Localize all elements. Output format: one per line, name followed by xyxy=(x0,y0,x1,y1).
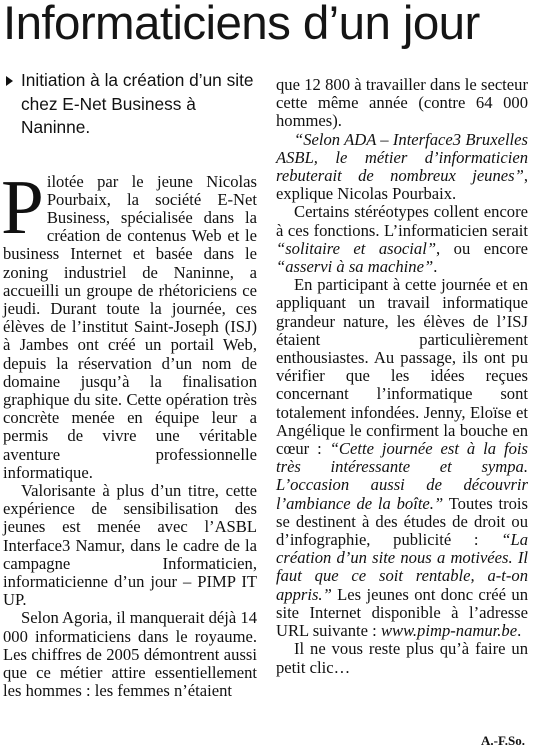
quote: “La création d’un site nous a motivées. Il faut que ce soit rentable, a-t-on appris.” xyxy=(276,530,528,604)
paragraph-text: , explique Nicolas Pourbaix. xyxy=(276,166,528,204)
paragraph xyxy=(276,131,528,204)
quote: “Cette journée est à la fois très intéressante et sympa. L’occasion aussi de découvrir l’ambiance de la boîte.” xyxy=(276,439,528,513)
paragraph-text: . xyxy=(433,257,438,277)
headline: Informaticiens d’un jour xyxy=(3,0,480,50)
paragraph-text: , ou encore xyxy=(436,238,528,258)
paragraph-text: . xyxy=(517,621,522,641)
quote: “Selon ADA – Interface3 Bruxelles ASBL, le métier d’informaticien rebuterait de nombreux jeunes” xyxy=(276,129,528,186)
intro-text: Initiation à la création d’un site chez E-Net Business à Naninne. xyxy=(21,70,254,137)
triangle-bullet-icon xyxy=(6,76,13,86)
paragraph-text: Les jeunes ont donc créé un site Internet disponible à l’adresse URL suivante : xyxy=(276,584,528,641)
paragraph-text: Certains stéréotypes collent encore à ces fonctions. L’informaticien serait xyxy=(276,202,528,240)
quote: “solitaire et asocial” xyxy=(276,238,437,258)
paragraph-text: Toutes trois se destinent à des études de droit ou d’infographie, publicité : xyxy=(276,493,528,550)
paragraph: Il ne vous reste plus qu’à faire un petit clic… xyxy=(276,639,528,677)
paragraph xyxy=(276,203,528,276)
intro-lead xyxy=(3,69,257,140)
paragraph xyxy=(276,276,528,640)
drop-cap: P xyxy=(1,163,44,250)
column-right xyxy=(276,76,528,677)
column-left xyxy=(3,69,257,700)
paragraph-text: En participant à cette journée et en appliquant un travail informatique grandeur nature, les élèves de l’ISJ étaient particulièrement enthousiastes. Au passage, ils ont pu vérifier que les idées reçues concernant l’informatique sont totalement infondées. Jenny, Eloïse et Angélique le confirment la bouche en cœur : xyxy=(276,275,528,459)
paragraph-text: ilotée par le jeune Nicolas Pourbaix, la société E-Net Business, spécialisée dans la création de contenus Web et le business Internet et basée dans le zoning industriel de Naninne, a accueilli un groupe de rhétoriciens ce jeudi. Durant toute la journée, ces élèves de l’institut Saint-Joseph (ISJ) à Jambes ont créé un portail Web, depuis la réservation d’un nom de domaine jusqu’à la finalisation graphique du site. Cette opération très concrète menée en équipe leur a permis de vivre une véritable aventure professionnelle informatique. xyxy=(3,171,257,482)
author-signature: A.-F.So. xyxy=(481,733,525,748)
paragraph: Selon Agoria, il manquerait déjà 14 000 informaticiens dans le royaume. Les chiffres de 2005 démontrent aussi que ce métier attire essentiellement les hommes : les femmes n’étaient xyxy=(3,608,257,701)
site-url: www.pimp-namur.be xyxy=(380,621,518,641)
quote: “asservi à sa machine” xyxy=(276,257,434,277)
paragraph: Valorisante à plus d’un titre, cette expérience de sensibilisation des jeunes est menée avec l’ASBL Interface3 Namur, dans le cadre de la campagne Informaticien, informaticienne d’un jour – PIMP IT UP. xyxy=(3,480,257,610)
paragraph xyxy=(1,163,257,482)
paragraph: que 12 800 à travailler dans le secteur cette même année (contre 64 000 hommes). xyxy=(276,75,528,131)
